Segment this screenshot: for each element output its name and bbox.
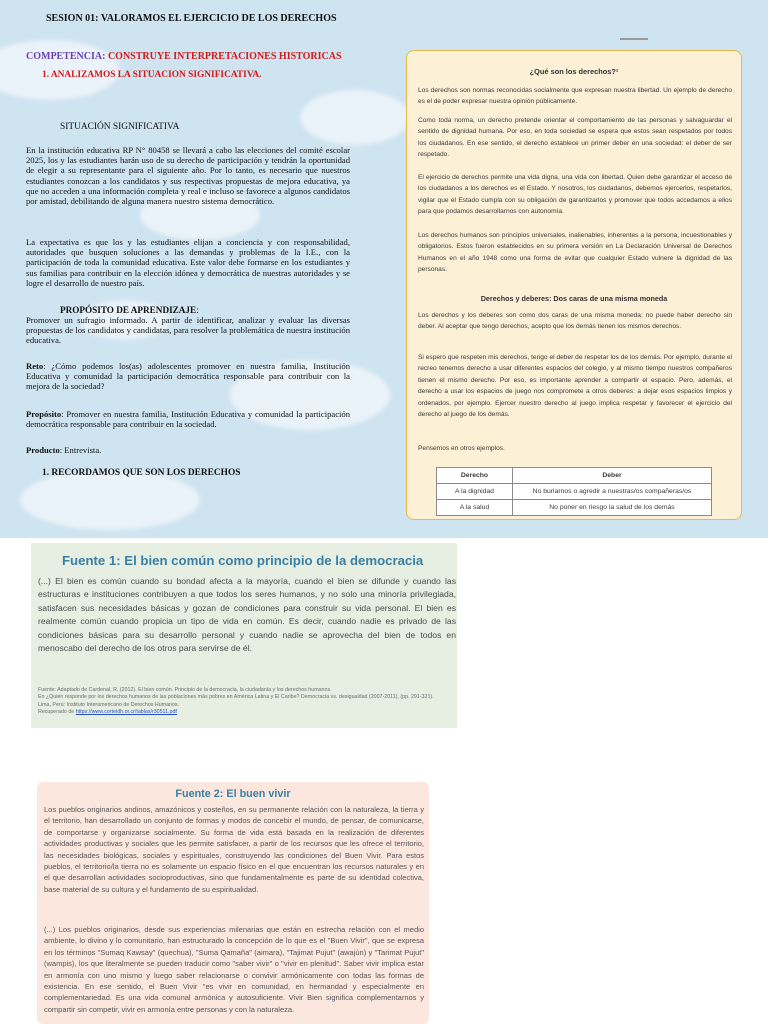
recordamos-heading: 1. RECORDAMOS QUE SON LOS DERECHOS	[42, 468, 241, 478]
table-header-derecho: Derecho	[437, 468, 513, 484]
table-row	[437, 484, 712, 500]
session-title: SESION 01: VALORAMOS EL EJERCICIO DE LOS DERECHOS	[46, 13, 337, 24]
card-paragraph-3: El ejercicio de derechos permite una vida digna, una vida con libertad. Quien debe garantizar el acceso de los ciudadanos a los derechos es el Estado. Y nosotros, los ciudadanos, debemos ejercerlos, respetarlos, vigilar que el Estado cumpla con su obligación de garantizarlos y promover que todos accedamos a ellos para que podamos desarrollarnos con autonomía.	[418, 174, 732, 216]
card-title: ¿Qué son los derechos?¹	[529, 67, 619, 76]
table-header-row	[437, 468, 712, 484]
table-header-deber: Deber	[513, 468, 712, 484]
reto-text: : ¿Cómo podemos los(as) adolescentes promover en nuestra familia, Institución Educativa y comunidad la participación democrática responsable para contribuir con la mejora de la sociedad?	[26, 361, 350, 392]
tab-divider	[620, 38, 648, 40]
reto-label: Reto	[26, 361, 44, 371]
producto-label: Producto	[26, 445, 60, 455]
analizamos-heading: 1. ANALIZAMOS LA SITUACION SIGNIFICATIVA.	[42, 70, 262, 80]
fuente-1-title: Fuente 1: El bien común como principio de la democracia	[62, 553, 424, 568]
situacion-heading: SITUACIÓN SIGNIFICATIVA	[60, 122, 180, 132]
proposito2-text: : Promover en nuestra familia, Institución Educativa y comunidad la participación democrática responsable para contribuir en la sociedad.	[26, 409, 350, 430]
card-paragraph-6: Si espero que respeten mis derechos, tengo el deber de respetar los de los demás. Por ejemplo, durante el recreo tenemos derecho a usar diferentes espacios del colegio, y al mismo tiempo nuestros compañeros tienen el mismo derecho. Por eso, es importante aprender a compartir el espacio. Pero, además, el derecho a usar los espacios de juego nos compromete a otros deberes: a dejar esos espacios limpios y ordenados, por ejemplo. Ejercer nuestro derecho al juego implica respetar y favorecer el ejercicio del derecho al juego de los demás.	[418, 354, 732, 419]
table-cell: A la salud	[437, 500, 513, 516]
fuente-2-title: Fuente 2: El buen vivir	[175, 788, 291, 800]
table-cell: A la dignidad	[437, 484, 513, 500]
competencia-label: COMPETENCIA:	[26, 51, 106, 62]
fuente-2-paragraph-2: (...) Los pueblos originarios, desde sus experiencias milenarias que están en estrecha relación con el medio ambiente, lo divino y lo comunitario, han estructurado la concepción de lo que es el "Buen Vivir", que se expresa en los términos "Sumaq Kawsay" (quechua), "Suma Qamaña" (aimara), "Tajimat Pujut" (awajún) y "Tarimat Pujut" (wampis), los que literalmente se pueden traducir como "saber vivir" o "vivir en plenitud". Saber vivir implica estar en armonía con uno mismo y luego saber relacionarse o convivir armónicamente con todas las formas de existencia. En ese sentido, el Buen Vivir "es vivir en comunidad, en hermandad y especialmente en complementariedad. Es una vida comunal armónica y autosuficiente. Vivir Bien significa complementarnos y compartir sin competir, vivir en armonía entre personas y con la naturaleza.	[44, 925, 424, 1014]
reto-paragraph	[26, 361, 350, 392]
background-cloud	[20, 470, 200, 530]
proposito2-label: Propósito	[26, 409, 62, 419]
producto-paragraph	[26, 445, 350, 455]
producto-text: : Entrevista.	[59, 445, 102, 455]
fuente-1-text: (...) El bien es común cuando su bondad afecta a la mayoría, cuando el bien se difunde y cuando las estructuras e instituciones contribuyen a que todos los seres humanos, y no solo una minoría privilegiada, satisfacen sus necesidades básicas y gozan de condiciones para construir su vida personal. El bien es realmente común cuando propicia un tipo de vida en común. Es decir, cuando nadie es privado de las condiciones básicas para su desarrollo personal y cuando nadie se aprovecha del bien de todos en menoscabo del derecho de los otros para servirse de él.	[38, 576, 456, 654]
fuente-1-source	[38, 687, 448, 717]
proposito-heading-text: PROPÓSITO DE APRENDIZAJE	[60, 305, 197, 315]
card-paragraph-4: Los derechos humanos son principios universales, inalienables, inherentes a la persona, incuestionables y obligatorios. Estos fueron establecidos en su primera versión en La Declaración Universal de Derechos Humanos en el año 1948 como una forma de evitar que cualquier Estado vulnere la dignidad de las personas.	[418, 232, 732, 274]
situacion-paragraph-2: La expectativa es que los y las estudiantes elijan a conciencia y con responsabilidad, autoridades que busquen soluciones a las demandas y problemas de la I.E., con la participación de toda la comunidad educativa. Este valor debe formarse en los estudiantes y sus familias para contribuir en la elección idónea y democrática de nuestras autoridades y se logre el desarrollo de nuestro país.	[26, 237, 350, 288]
source-link[interactable]: https://www.corteidh.or.cr/tablas/r30511.pdf	[75, 709, 177, 716]
card-paragraph-5: Los derechos y los deberes son como dos caras de una misma moneda: no puede haber derecho sin deber. Al aceptar que tengo derechos, acepto que los demás tienen los mismos derechos.	[418, 312, 732, 331]
session-text-column	[26, 13, 350, 478]
background-cloud	[300, 90, 410, 145]
competencia-line	[26, 52, 342, 62]
proposito2-paragraph	[26, 409, 350, 429]
fuente-2-box	[37, 782, 429, 1024]
proposito-paragraph: Promover un sufragio informado. A partir de identificar, analizar y evaluar las diversas propuestas de los candidatos y candidatas, para resolver la problemática de nuestra institución educativa.	[26, 315, 350, 346]
card-paragraph-2: Como toda norma, un derecho pretende orientar el comportamiento de las personas y salvaguardar el sentido de dignidad humana. Por eso, en toda sociedad se espera que estos sean respetados por todos los ciudadanos. En ese sentido, el derecho establece un primer deber en una sociedad: el deber de ser respetado.	[418, 117, 732, 159]
situacion-paragraph-1: En la institución educativa RP N° 80458 se llevará a cabo las elecciones del comité escolar 2025, los y las estudiantes harán uso de su derecho de participación y tendrán la oportunidad de elegir a su representante para el siguiente año. Por lo tanto, es necesario que nuestros estudiantes conozcan a los candidatos y sus respectivas propuestas de mejora educativa, ya que no acceden a una información completa y real e incluso se favorece a algunos candidatos por amistad, debilitando de alguna manera nuestro sistema democrático.	[26, 145, 350, 207]
table-cell: No poner en riesgo la salud de los demás	[513, 500, 712, 516]
card-subtitle: Derechos y deberes: Dos caras de una misma moneda	[480, 294, 668, 303]
fuente-2-paragraph-1: Los pueblos originarios andinos, amazónicos y costeños, en su permanente relación con la naturaleza, la tierra y el territorio, han desarrollado un conjunto de formas y modos de concebir el mundo, de pensar, de comunicarse, de comportarse y organizarse socialmente. Su forma de vida está basada en la realización de diferentes actividades productivas y sociales que les permite satisfacer, a partir de los recursos que les ofrece el territorio, las necesidades biológicas, sociales y espirituales, construyendo las condiciones del Buen Vivir. Para estos pueblos, el territorio/la tierra no es solamente un espacio físico en el que encuentran los recursos naturales y en el que desarrollan actividades socioproductivas, sino que fundamentalmente es parte de su identidad colectiva, base material de su cultura y el fundamento de su espiritualidad.	[44, 805, 424, 894]
proposito-heading	[60, 305, 199, 315]
card-paragraph-1: Los derechos son normas reconocidas socialmente que expresan nuestra libertad. Un ejemplo de derecho es el de poder expresar nuestra opinión públicamente.	[418, 87, 732, 106]
table-cell: No burlarnos o agredir a nuestras/os compañeras/os	[513, 484, 712, 500]
source-line-1: Fuente: Adaptado de Cardenal, R. (2012). El bien común. Principio de la democracia, la ciudadanía y los derechos humanos.	[38, 687, 332, 693]
source-line-2: En ¿Quién responde por los derechos humanos de las poblaciones más pobres en América Latina y El Caribe? Democracia vs. desigualdad (2007-2011), (pp. 291-321). Lima, Perú: Instituto Interamericano de Derechos Humanos.	[38, 694, 434, 708]
derechos-card	[406, 50, 742, 520]
competencia-value: CONSTRUYE INTERPRETACIONES HISTORICAS	[105, 51, 342, 62]
fuente-1-box	[31, 543, 457, 728]
proposito-heading-colon: :	[196, 305, 199, 315]
derechos-deberes-table	[436, 467, 712, 516]
table-row	[437, 500, 712, 516]
source-line-3-label: Recuperado de	[38, 709, 76, 716]
card-paragraph-7: Pensemos en otros ejemplos.	[418, 445, 505, 452]
